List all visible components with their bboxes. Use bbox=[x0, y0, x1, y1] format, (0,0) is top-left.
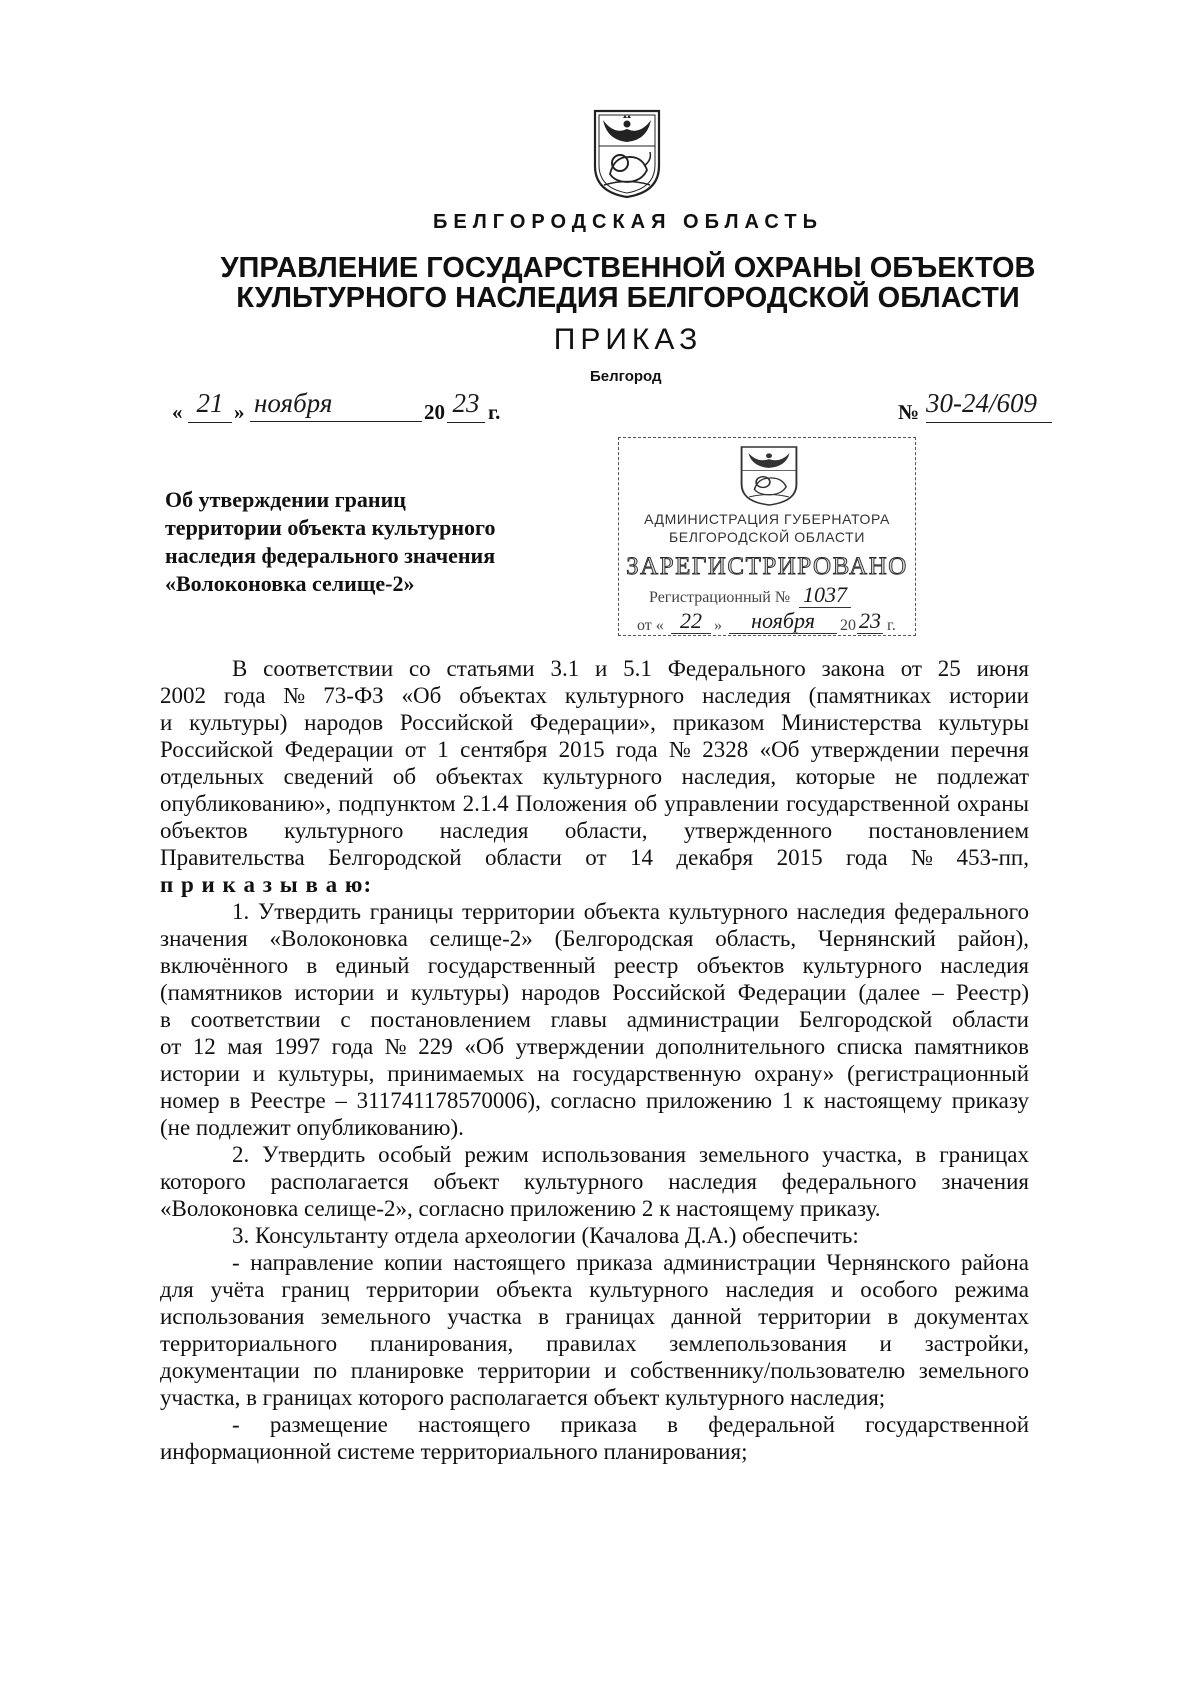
title-line: наследия федерального значения bbox=[165, 543, 496, 568]
body-line: включённого в единый государственный реестр объектов культурного наследия bbox=[160, 953, 1029, 978]
body-line: значения «Волоконовка селище-2» (Белгородская область, Чернянский район), bbox=[160, 926, 1029, 951]
date-year-prefix: 20 bbox=[424, 400, 445, 424]
body-line: истории и культуры, принимаемых на государственную охрану» (регистрационный bbox=[160, 1061, 1029, 1086]
date-open-quote: « bbox=[172, 400, 183, 424]
stamp-date-prefix: от « bbox=[637, 617, 664, 634]
body-line: в соответствии с постановлением главы администрации Белгородской области bbox=[160, 1007, 1029, 1032]
date-year-suffix: 23 bbox=[447, 388, 485, 423]
body-line: от 12 мая 1997 года № 229 «Об утверждении дополнительного списка памятников bbox=[160, 1034, 1029, 1059]
stamp-date-year-prefix: 20 bbox=[840, 617, 856, 634]
body-line: участка, в границах которого располагается объект культурного наследия; bbox=[160, 1385, 886, 1410]
body-line: (не подлежит опубликованию). bbox=[160, 1115, 464, 1140]
date-close-quote: » bbox=[234, 400, 245, 424]
body-line: Российской Федерации от 1 сентября 2015 года № 2328 «Об утверждении перечня bbox=[160, 737, 1029, 762]
body-line: 2002 года № 73-ФЗ «Об объектах культурного наследия (памятниках истории bbox=[160, 683, 1029, 708]
body-line: 1. Утвердить границы территории объекта культурного наследия федерального bbox=[232, 899, 1029, 924]
city-name: Белгород bbox=[590, 368, 662, 385]
stamp-authority-line2: БЕЛГОРОДСКОЙ ОБЛАСТИ bbox=[669, 529, 865, 545]
date-day: 21 bbox=[188, 388, 232, 423]
body-line: документации по планировке территории и собственнику/пользователю земельного bbox=[160, 1358, 1029, 1383]
stamp-date-suffix: г. bbox=[887, 617, 896, 634]
stamp-status: ЗАРЕГИСТРИРОВАНО bbox=[626, 553, 908, 580]
body-line: использования земельного участка в границах данной территории в документах bbox=[160, 1304, 1029, 1329]
body-line: Правительства Белгородской области от 14 декабря 2015 года № 453-пп, bbox=[160, 845, 1029, 870]
order-number: 30-24/609 bbox=[926, 388, 1052, 423]
stamp-reg-label: Регистрационный № bbox=[649, 589, 791, 606]
date-year-suffix-label: г. bbox=[488, 400, 501, 424]
body-line: 2. Утвердить особый режим использования земельного участка, в границах bbox=[232, 1142, 1029, 1167]
agency-name-line2: КУЛЬТУРНОГО НАСЛЕДИЯ БЕЛГОРОДСКОЙ ОБЛАСТИ bbox=[236, 282, 1020, 314]
body-line: (памятников истории и культуры) народов Российской Федерации (далее – Реестр) bbox=[160, 980, 1029, 1005]
order-number-prefix: № bbox=[898, 400, 920, 424]
stamp-authority-line1: АДМИНИСТРАЦИЯ ГУБЕРНАТОРА bbox=[644, 511, 890, 527]
body-line: объектов культурного наследия области, утвержденного постановлением bbox=[160, 818, 1029, 843]
title-line: Об утверждении границ bbox=[165, 487, 406, 512]
order-title bbox=[165, 486, 495, 598]
stamp-date-day: 22 bbox=[671, 609, 711, 634]
body-line: и культуры) народов Российской Федерации», приказом Министерства культуры bbox=[160, 710, 1029, 735]
body-line: 3. Консультанту отдела археологии (Качалова Д.А.) обеспечить: bbox=[232, 1223, 859, 1248]
stamp-reg-number: 1037 bbox=[799, 583, 851, 608]
body-line: информационной системе территориального планирования; bbox=[160, 1439, 748, 1464]
registration-stamp bbox=[618, 437, 916, 636]
body-line: для учёта границ территории объекта культурного наследия и особого режима bbox=[160, 1277, 1029, 1302]
document-type: ПРИКАЗ bbox=[553, 323, 703, 356]
stamp-coat-of-arms-icon bbox=[739, 445, 799, 507]
body-line: - направление копии настоящего приказа администрации Чернянского района bbox=[232, 1250, 1029, 1275]
coat-of-arms-icon bbox=[592, 108, 662, 200]
body-line: опубликованию», подпунктом 2.1.4 Положения об управлении государственной охраны bbox=[160, 791, 1029, 816]
body-line: В соответствии со статьями 3.1 и 5.1 Федерального закона от 25 июня bbox=[232, 656, 1029, 681]
body-line: которого располагается объект культурного наследия федерального значения bbox=[160, 1169, 1029, 1194]
stamp-date-month: ноября bbox=[729, 609, 837, 634]
body-line: номер в Реестре – 311741178570006), согласно приложению 1 к настоящему приказу bbox=[160, 1088, 1029, 1113]
title-line: «Волоконовка селище-2» bbox=[165, 571, 415, 596]
stamp-date-year-suffix: 23 bbox=[859, 608, 881, 633]
order-body bbox=[160, 655, 1030, 1465]
body-line: - размещение настоящего приказа в федеральной государственной bbox=[232, 1412, 1029, 1437]
agency-name-line1: УПРАВЛЕНИЕ ГОСУДАРСТВЕННОЙ ОХРАНЫ ОБЪЕКТОВ bbox=[220, 252, 1036, 284]
region-heading: БЕЛГОРОДСКАЯ ОБЛАСТЬ bbox=[433, 211, 823, 233]
date-month: ноября bbox=[250, 388, 422, 422]
body-line: территориального планирования, правилах землепользования и застройки, bbox=[160, 1331, 1029, 1356]
title-line: территории объекта культурного bbox=[165, 515, 496, 540]
order-directive: п р и к а з ы в а ю: bbox=[160, 872, 373, 897]
body-line: отдельных сведений об объектах культурного наследия, которые не подлежат bbox=[160, 764, 1029, 789]
body-line: «Волоконовка селище-2», согласно приложению 2 к настоящему приказу. bbox=[160, 1196, 881, 1221]
stamp-date-close-quote: » bbox=[714, 617, 722, 634]
